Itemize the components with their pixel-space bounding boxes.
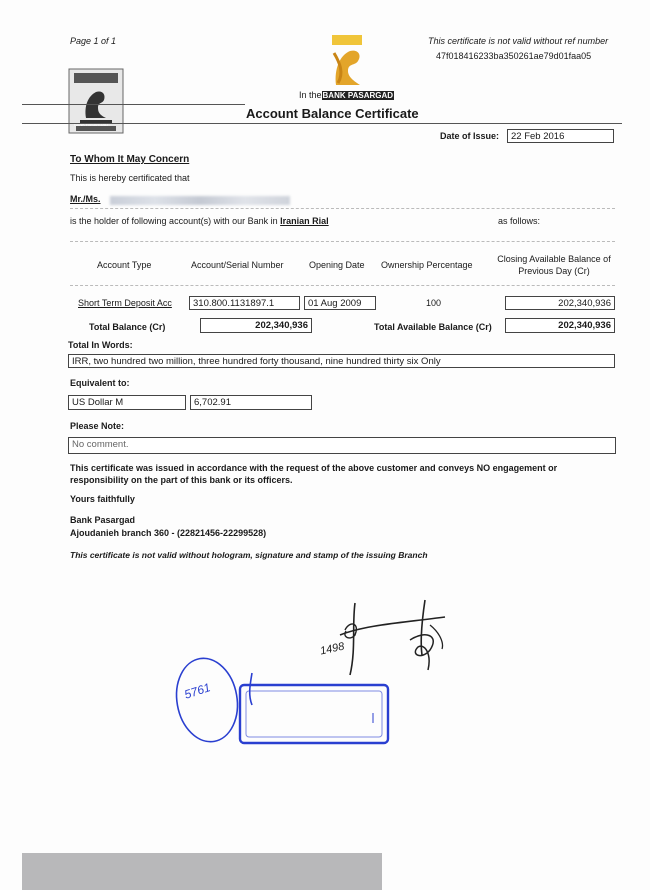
bank-name: Bank Pasargad (70, 515, 136, 525)
total-balance-label: Total Balance (Cr) (89, 322, 166, 332)
intro-text: This is hereby certificated that (70, 173, 190, 183)
equivalent-value-field: 6,702.91 (190, 395, 312, 410)
row-balance: 202,340,936 (505, 296, 615, 310)
closing-text: Yours faithfully (70, 494, 135, 504)
page-number: Page 1 of 1 (70, 36, 117, 46)
col-account-number: Account/Serial Number (191, 260, 284, 270)
seal-label: BANK PASARGAD (74, 122, 108, 127)
equivalent-currency-field: US Dollar M (68, 395, 186, 410)
date-of-issue-field: 22 Feb 2016 (507, 129, 614, 143)
signature-stamp-area (160, 595, 460, 755)
col-ownership: Ownership Percentage (381, 260, 473, 270)
date-of-issue-label: Date of Issue: (440, 131, 500, 141)
currency-name: Iranian Rial (280, 216, 329, 226)
final-notice: This certificate is not valid without hologram, signature and stamp of the issuing Branch (70, 550, 428, 560)
ref-number: 47f018416233ba350261ae79d01faa05 (436, 51, 592, 61)
as-follows: as follows: (498, 216, 541, 226)
disclaimer-text: This certificate was issued in accordance with the request of the above customer and conveys NO engagement or responsibility on the part of this bank or its officers. (70, 463, 558, 485)
name-label: Mr./Ms. (70, 194, 101, 204)
redacted-name (110, 196, 290, 205)
row-account-number: 310.800.1131897.1 (189, 296, 300, 310)
bank-logo-icon (330, 33, 364, 89)
salutation: To Whom It May Concern (70, 154, 190, 165)
logo-prefix: In theBANK PASARGAD (299, 90, 394, 100)
circled-number: 5761 (182, 680, 213, 702)
validity-notice: This certificate is not valid without ref number (428, 36, 609, 46)
holder-text: is the holder of following account(s) with our Bank in Iranian Rial (70, 216, 329, 226)
total-available-field: 202,340,936 (505, 318, 615, 333)
note-field: No comment. (68, 437, 616, 454)
row-opening-date: 01 Aug 2009 (304, 296, 376, 310)
row-account-type: Short Term Deposit Acc (78, 298, 172, 308)
please-note-label: Please Note: (70, 421, 125, 431)
row-ownership: 100 (426, 298, 442, 308)
scan-footer-bar (22, 853, 382, 890)
total-balance-field: 202,340,936 (200, 318, 312, 333)
col-account-type: Account Type (97, 260, 152, 270)
branch-info: Ajoudanieh branch 360 - (22821456-22299528) (70, 528, 267, 538)
certificate-title: Account Balance Certificate (246, 106, 419, 121)
total-in-words-label: Total In Words: (68, 340, 133, 350)
total-available-label: Total Available Balance (Cr) (374, 322, 492, 332)
bank-name-logo: BANK PASARGAD (322, 91, 394, 100)
signature-number: 1498 (319, 640, 346, 658)
col-closing-balance: Closing Available Balance of Previous Day (Cr) (497, 254, 611, 276)
total-in-words-field: IRR, two hundred two million, three hundred forty thousand, nine hundred thirty six Only (68, 354, 615, 368)
equivalent-label: Equivalent to: (70, 378, 130, 388)
col-opening-date: Opening Date (309, 260, 365, 270)
